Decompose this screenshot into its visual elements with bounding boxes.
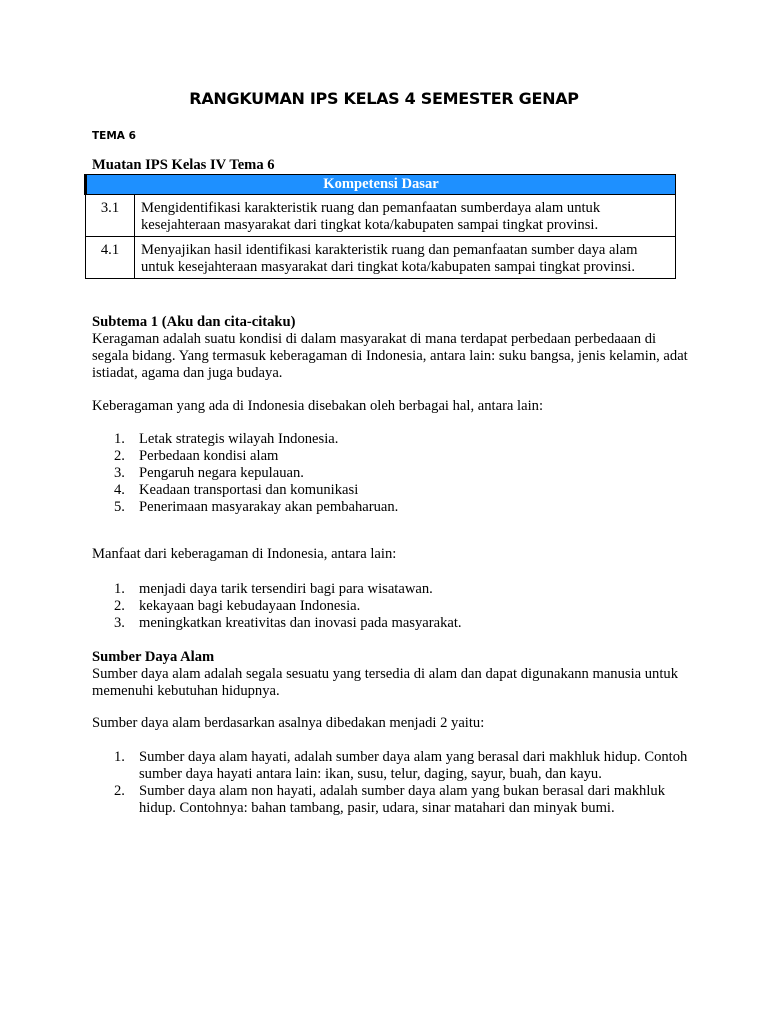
- list-item-text: Penerimaan masyarakay akan pembaharuan.: [139, 499, 399, 515]
- list-number: 2.: [114, 598, 125, 614]
- list-item: [92, 615, 692, 632]
- list-item: [92, 598, 692, 615]
- list-item-text: kekayaan bagi kebudayaan Indonesia.: [139, 598, 361, 614]
- list-item: [92, 482, 692, 499]
- list-number: 2.: [114, 783, 125, 799]
- muatan-heading: Muatan IPS Kelas IV Tema 6: [92, 157, 275, 173]
- list-number: 3.: [114, 615, 125, 631]
- list-item-text: Pengaruh negara kepulauan.: [139, 465, 304, 481]
- manfaat-list: [92, 581, 692, 632]
- table-row: [86, 195, 676, 237]
- list-number: 1.: [114, 749, 125, 765]
- list-item-text: Perbedaan kondisi alam: [139, 448, 279, 464]
- subtema-paragraph: Keragaman adalah suatu kondisi di dalam masyarakat di mana terdapat perbedaan perbedaaan di segala bidang. Yang termasuk keberagaman di Indonesia, antara lain: suku bangsa, jenis kelamin, adat istiadat, agama dan juga budaya.: [92, 331, 688, 381]
- list-number: 5.: [114, 499, 125, 515]
- sda-classification-paragraph: Sumber daya alam berdasarkan asalnya dibedakan menjadi 2 yaitu:: [92, 715, 485, 731]
- document-title: RANGKUMAN IPS KELAS 4 SEMESTER GENAP: [189, 89, 579, 108]
- list-number: 1.: [114, 581, 125, 597]
- list-item: [92, 749, 692, 783]
- tema-label: TEMA 6: [92, 130, 136, 142]
- list-item-text: Keadaan transportasi dan komunikasi: [139, 482, 359, 498]
- list-item: [92, 431, 692, 448]
- table-cell-number: 3.1: [86, 195, 135, 237]
- list-item-text: Sumber daya alam non hayati, adalah sumber daya alam yang bukan berasal dari makhluk hidup. Contohnya: bahan tambang, pasir, udara, sinar matahari dan minyak bumi.: [139, 783, 666, 816]
- table-cell-text: Menyajikan hasil identifikasi karakteristik ruang dan pemanfaatan sumber daya alam untuk kesejahteraan masyarakat dari tingkat kota/kabupaten sampai tingkat provinsi.: [135, 237, 676, 279]
- list-number: 1.: [114, 431, 125, 447]
- list-number: 2.: [114, 448, 125, 464]
- list-item: [92, 783, 692, 817]
- list-item: [92, 448, 692, 465]
- list-number: 4.: [114, 482, 125, 498]
- list-item: [92, 499, 692, 516]
- table-cell-text: Mengidentifikasi karakteristik ruang dan pemanfaatan sumberdaya alam untuk kesejahteraan masyarakat dari tingkat kota/kabupaten sampai tingkat provinsi.: [135, 195, 676, 237]
- keberagaman-causes-list: [92, 431, 692, 516]
- table-cell-number: 4.1: [86, 237, 135, 279]
- sda-paragraph: Sumber daya alam adalah segala sesuatu yang tersedia di alam dan dapat digunakann manusia untuk memenuhi kebutuhan hidupnya.: [92, 666, 678, 699]
- list-item-text: Sumber daya alam hayati, adalah sumber daya alam yang berasal dari makhluk hidup. Contoh sumber daya hayati antara lain: ikan, susu, telur, daging, sayur, buah, dan kayu.: [139, 749, 688, 782]
- subtema-heading: Subtema 1 (Aku dan cita-citaku): [92, 314, 296, 330]
- list-item: [92, 465, 692, 482]
- sda-types-list: [92, 749, 692, 817]
- list-item-text: menjadi daya tarik tersendiri bagi para wisatawan.: [139, 581, 433, 597]
- list-item-text: Letak strategis wilayah Indonesia.: [139, 431, 339, 447]
- list-item-text: meningkatkan kreativitas dan inovasi pada masyarakat.: [139, 615, 462, 631]
- table-header-row: [86, 175, 676, 195]
- list-item: [92, 581, 692, 598]
- kompetensi-dasar-table: [84, 174, 676, 279]
- table-header: Kompetensi Dasar: [86, 175, 676, 195]
- sda-heading: Sumber Daya Alam: [92, 649, 215, 665]
- manfaat-paragraph: Manfaat dari keberagaman di Indonesia, antara lain:: [92, 546, 397, 562]
- table-row: [86, 237, 676, 279]
- list-number: 3.: [114, 465, 125, 481]
- keberagaman-paragraph: Keberagaman yang ada di Indonesia disebakan oleh berbagai hal, antara lain:: [92, 398, 543, 414]
